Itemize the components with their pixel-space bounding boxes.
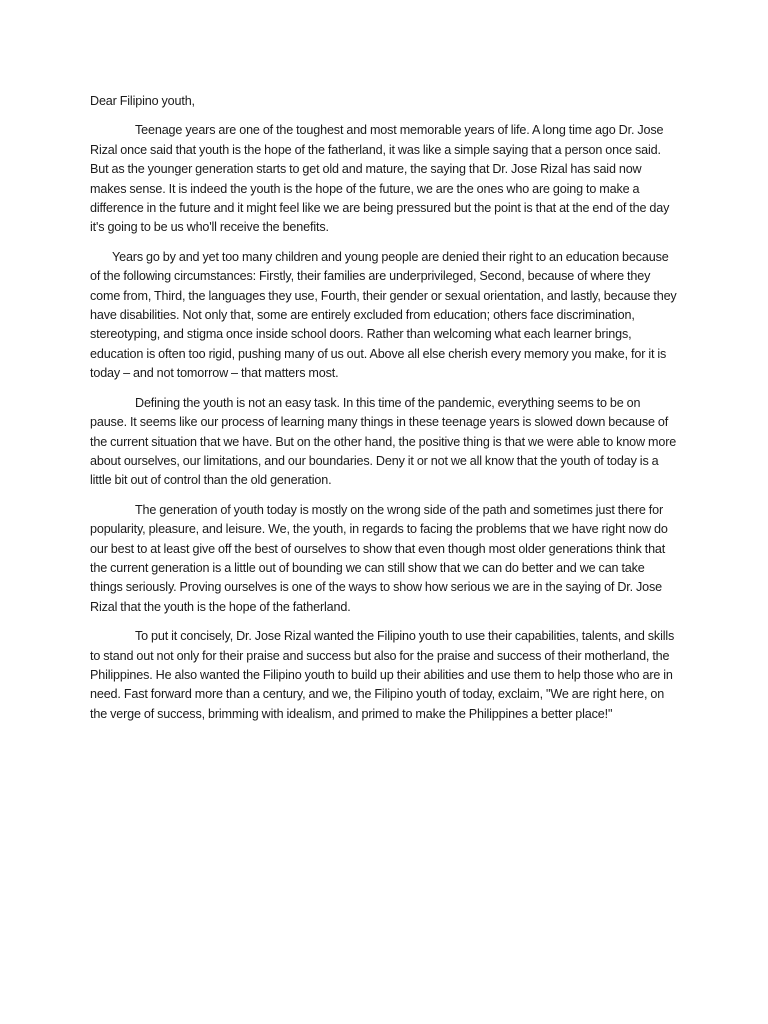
paragraph-1: Teenage years are one of the toughest and most memorable years of life. A long time ago Dr. Jose Rizal once said that youth is the hope of the fatherland, it was like a simple saying that a person once said. But as the younger generation starts to get old and mature, the saying that Dr. Jose Rizal has said now makes sense. It is indeed the youth is the hope of the future, we are the ones who are going to make a difference in the future and it might feel like we are being pressured but the point is that at the end of the day it's going to be us who'll receive the benefits. <box>90 123 670 235</box>
paragraph-3: Defining the youth is not an easy task. In this time of the pandemic, everything seems to be on pause. It seems like our process of learning many things in these teenage years is slowed down because of the current situation that we have. But on the other hand, the positive thing is that we were able to know more about ourselves, our limitations, and our boundaries. Deny it or not we all know that the youth of today is a little bit out of control than the old generation. <box>90 395 677 488</box>
paragraph-5: To put it concisely, Dr. Jose Rizal wanted the Filipino youth to use their capabilities, talents, and skills to stand out not only for their praise and success but also for the praise and success of their motherland, the Philippines. He also wanted the Filipino youth to build up their abilities and use them to help those who are in need. Fast forward more than a century, and we, the Filipino youth of today, exclaim, "We are right here, on the verge of success, brimming with idealism, and primed to make the Philippines a better place!" <box>90 629 675 721</box>
salutation: Dear Filipino youth, <box>90 94 195 108</box>
paragraph-4: The generation of youth today is mostly on the wrong side of the path and sometimes just there for popularity, pleasure, and leisure. We, the youth, in regards to facing the problems that we have right now do our best to at least give off the best of ourselves to show that even though most older generations think that the current generation is a little out of bounding we can still show that we can do better and we can take things seriously. Proving ourselves is one of the ways to show how serious we are in the saying of Dr. Jose Rizal that the youth is the hope of the fatherland. <box>90 502 668 614</box>
letter-body <box>90 92 678 734</box>
paragraph-2: Years go by and yet too many children and young people are denied their right to an education because of the following circumstances: Firstly, their families are underprivileged, Second, because of where they come from, Third, the languages they use, Fourth, their gender or sexual orientation, and lastly, because they have disabilities. Not only that, some are entirely excluded from education; others face discrimination, stereotyping, and stigma once inside school doors. Rather than welcoming what each learner brings, education is often too rigid, pushing many of us out. Above all else cherish every memory you make, for it is today – and not tomorrow – that matters most. <box>90 249 677 381</box>
